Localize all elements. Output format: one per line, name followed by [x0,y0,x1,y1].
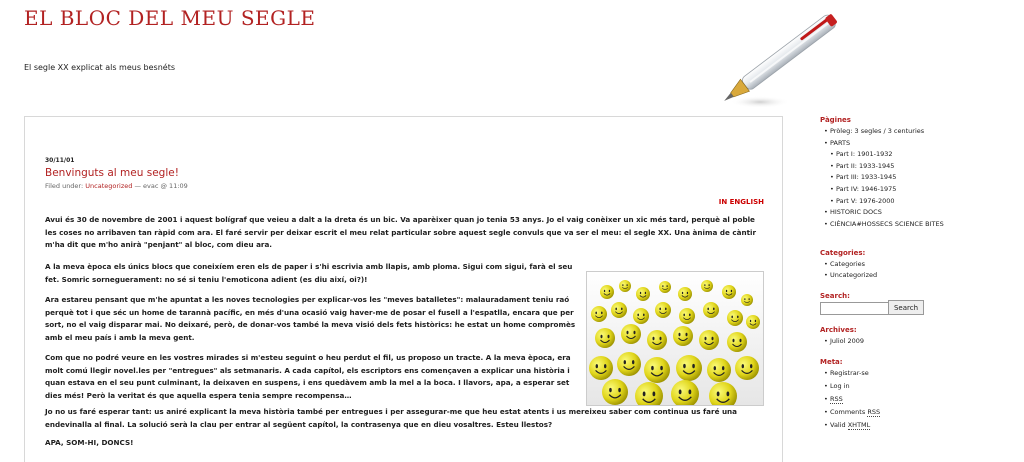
smiley-faces-image [586,271,764,406]
sidebar-page-item[interactable] [830,185,896,193]
bullet-icon: • [824,138,828,147]
sidebar-page-label: PARTS [830,138,851,147]
post-date: 30/11/01 [45,157,75,164]
search-heading: Search: [820,292,850,300]
post-paragraph-6: APA, SOM-HI, DONCS! [45,438,134,447]
pages-heading: Pàgines [820,116,851,124]
search-button[interactable]: Search [888,300,924,315]
sidebar-page-item[interactable] [824,127,924,135]
bullet-icon: • [830,196,834,205]
filed-under-label: Filed under: [45,182,84,190]
sidebar-page-label: Part III: 1933-1945 [836,173,897,182]
bullet-icon: • [830,150,834,159]
sidebar-page-label: Part V: 1976-2000 [836,196,895,205]
categories-heading: Categories: [820,249,866,257]
rss-link[interactable]: • RSS [824,395,843,403]
pen-icon [712,6,852,110]
sidebar-page-item[interactable] [830,173,896,181]
register-link[interactable]: • Registrar-se [824,369,869,377]
bullet-icon: • [824,219,828,228]
site-title[interactable]: EL BLOC DEL MEU SEGLE [24,6,316,30]
post-paragraph-1: Avui és 30 de novembre de 2001 i aquest bolígraf que veieu a dalt a la dreta és un bic. Va aparèixer quan jo tenia 53 anys. Jo el vaig conèixer un xic més tard, perquè al poble les coses no arribaven tan ràpid com ara. El faré servir per deixar escrit el meu relat particular sobre aquest segle convuls que va ser el meu: el segle XX. Una ànima de càntir m'ha dit que m'ho anirà "penjant" al bloc, com dieu ara. [45,215,757,250]
category-link[interactable]: Uncategorized [85,182,133,190]
post-meta [45,182,188,190]
sidebar-page-item[interactable] [824,220,944,228]
author-name: evac [143,182,159,190]
post-time: @ 11:09 [158,182,188,190]
sidebar-page-item[interactable] [830,162,894,170]
category-item[interactable]: • Uncategorized [824,271,878,279]
sidebar-page-item[interactable] [824,208,882,216]
archive-item[interactable]: • Juliol 2009 [824,337,865,345]
sidebar-page-item[interactable] [830,197,895,205]
meta-separator: — [132,182,144,190]
valid-xhtml-link[interactable]: • Valid XHTML [824,421,871,429]
sidebar-page-label: HISTORIC DOCS [830,208,882,217]
meta-heading: Meta: [820,358,843,366]
category-item[interactable]: • Categories [824,260,866,268]
post-paragraph-5: Jo no us faré esperar tant: us aniré explicant la meva història també per entregues i per assegurar-me que heu estat atents i us mereixeu saber com continua us faré una endevinalla al final. La solució serà la clau per entrar al següent capítol, la contrasenya que en dieu vosaltres. Esteu llestos? [45,407,738,429]
bullet-icon: • [824,127,828,135]
archives-heading: Archives: [820,326,857,334]
sidebar-page-label: CIÈNCIA#HOSSECS SCIENCE BITES [830,219,944,228]
bullet-icon: • [824,208,828,217]
site-tagline: El segle XX explicat als meus besnéts [24,63,175,72]
post-title[interactable]: Benvinguts al meu segle! [45,167,179,179]
sidebar-page-item[interactable] [824,139,850,147]
site-header [0,0,1024,110]
in-english-link[interactable]: IN ENGLISH [718,198,764,206]
sidebar-page-item[interactable] [830,150,893,158]
bullet-icon: • [830,185,834,193]
login-link[interactable]: • Log in [824,382,850,390]
post-content [24,116,783,462]
sidebar-page-label: Part II: 1933-1945 [836,161,895,170]
bullet-icon: • [830,173,834,182]
sidebar-page-label: Pròleg: 3 segles / 3 centuries [830,127,925,135]
post-paragraph-4: Com que no podré veure en les vostres mirades si m'esteu seguint o heu perdut el fil, us proposo un tracte. A la meva època, era molt comú llegir novel.les per "entregues" als setmanaris. A cada capítol, els escriptors ens començaven a explicar una història i quan estava en el seu punt culminant, la deixaven en suspens, i ens quedàvem amb la mel a la boca. I llavors, apa, a esperar set dies més! Però la veritat és que aquella espera tenia sempre recompensa… [45,353,571,400]
sidebar-page-label: Part I: 1901-1932 [836,150,893,159]
post-paragraph-3: Ara estareu pensant que m'he apuntat a les noves tecnologies per explicar-vos les "meves batalletes": malauradament teniu raó perquè tot i que séc un home de tarannà pacífic, en més d'una ocasió vaig haver-me de posar el fusell a l'espatlla, encara que per sort, no el vaig disparar mai. No deixaré, però, de donar-vos també la meva visió dels fets històrics: he estat un home compromès amb el meu país i amb la meva gent. [45,295,576,342]
sidebar-page-label: Part IV: 1946-1975 [836,185,897,193]
bullet-icon: • [830,161,834,170]
comments-rss-link[interactable]: • Comments RSS [824,408,881,416]
post-paragraph-2: A la meva època els únics blocs que coneixíem eren els de paper i s'hi escrivia amb llapis, amb ploma. Sigui com sigui, farà el seu fet. Somric sorneguerament: no sé si teniu l'emoticona adient (es diu així, oi?)! [45,262,573,284]
